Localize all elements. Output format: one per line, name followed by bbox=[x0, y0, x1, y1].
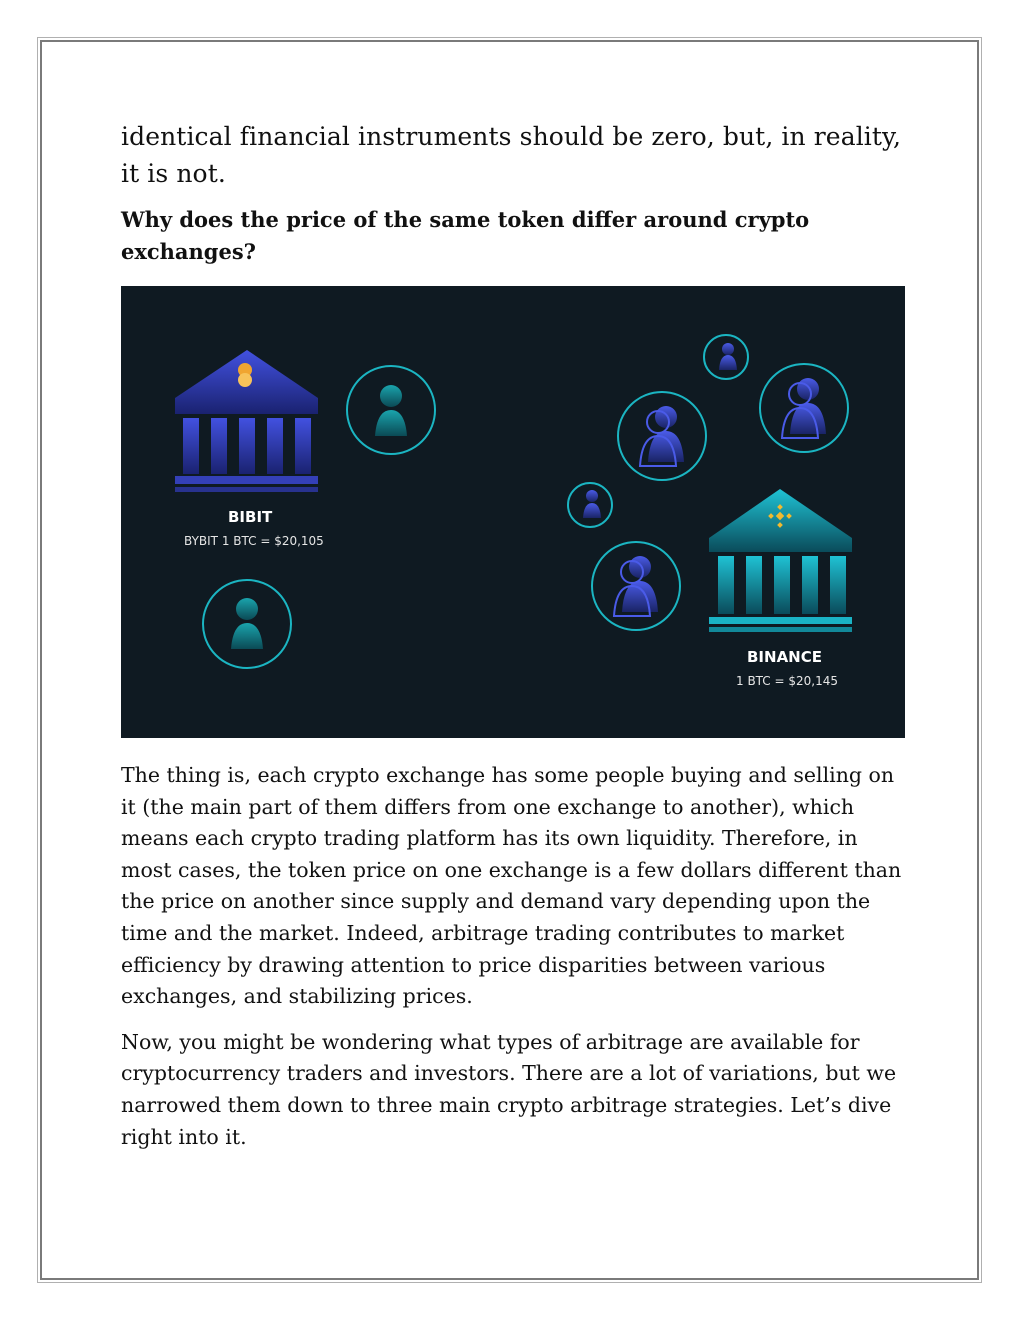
bank-building-icon bbox=[709, 489, 852, 632]
user-group-icon bbox=[568, 483, 612, 527]
document-body bbox=[121, 118, 911, 1167]
user-group-icon bbox=[760, 364, 848, 452]
user-icon bbox=[347, 366, 435, 454]
body-paragraph-1: The thing is, each crypto exchange has some people buying and selling on it (the main part of them differs from one exchange to another), which means each crypto trading platform has its own liquidity. Therefore, in most cases, the token price on one exchange is a few dollars different than the price on another since supply and demand vary depending upon the time and the market. Indeed, arbitrage trading contributes to market efficiency by drawing attention to price disparities between various exchanges, and stabilizing prices. bbox=[121, 763, 902, 1009]
body-paragraph-2: Now, you might be wondering what types of arbitrage are available for cryptocurrency traders and investors. There are a lot of variations, but we narrowed them down to three main crypto arbitrage strategies. Let’s dive right into it. bbox=[121, 1029, 897, 1149]
right-exchange-price: 1 BTC = $20,145 bbox=[736, 674, 838, 688]
user-group-icon bbox=[592, 542, 680, 630]
user-group-icon bbox=[704, 335, 748, 379]
right-exchange-name: BINANCE bbox=[747, 648, 822, 666]
user-icon bbox=[203, 580, 291, 668]
lead-paragraph: identical financial instruments should be zero, but, in reality, it is not. bbox=[121, 122, 901, 188]
user-group-icon bbox=[618, 392, 706, 480]
left-exchange-name: BIBIT bbox=[228, 508, 273, 526]
left-exchange-price: BYBIT 1 BTC = $20,105 bbox=[184, 534, 324, 548]
section-heading: Why does the price of the same token differ around crypto exchanges? bbox=[121, 207, 810, 264]
exchange-illustration bbox=[121, 286, 905, 738]
